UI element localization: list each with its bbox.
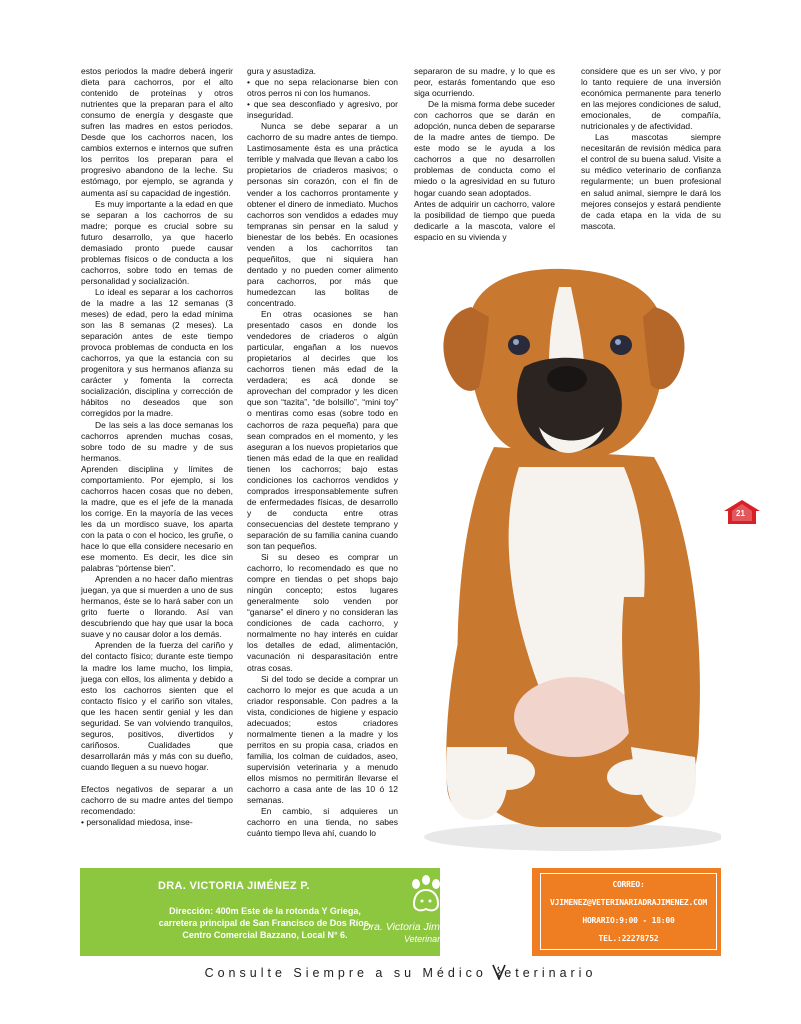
paragraph: separaron de su madre, y lo que es peor, estarás fomentando que eso siga ocurriendo. (414, 66, 555, 99)
paragraph: • que sea desconfiado y agresivo, por inseguridad. (247, 99, 398, 121)
footer-white-panel (440, 868, 532, 956)
tagline-text-after: eterinario (504, 966, 597, 980)
paragraph: En otras ocasiones se han presentado casos en donde los vendedores de criaderos o algún particular, engañan a los nuevos propietarios al decirles que los cachorros tienen más edad de la verdadera; es acá donde se aprovechan del comprador y les dicen que son “tazita”, “de bolsillo”, “mini toy” o mentiras como esas (sobre todo en cachorros de raza pequeña) para que sean comprados en el momento, y les aseguran a los nuevos propietarios que tienen más edad de la que en realidad tienen los cachorros; bajo estas condiciones los cachorros vendidos y comprados irresponsablemente sufren de enfermedades físicas, de desarrollo y de conducta entre otras consecuencias del destete temprano y separación de su familia canina cuando son tan pequeños. (247, 309, 398, 552)
phone-number[interactable]: TEL.:22278752 (598, 934, 659, 943)
paragraph: Si del todo se decide a comprar un cachorro lo mejor es que acuda a un criador responsable. Con padres a la vista, condiciones de higiene y espacio adecuados; estos criadores normalmente tienen a la madre y los perritos en su propia casa, criados en familia, los colman de cuidados, aseo, supervisión veterinaria y a menudo ellos mismos no permitirán llevarse el cachorro a casa ante de las 10 ó 12 semanas. (247, 673, 398, 806)
logo-subtitle: Veterinaria (404, 934, 448, 944)
contact-info-box (540, 873, 717, 950)
clinic-address: Dirección: 400m Este de la rotonda Y Griega, carretera principal de San Francisco de Dos Ríos, Centro Comercial Bazzano, Local N° 6. (158, 906, 372, 940)
puppy-photo (399, 267, 721, 857)
tagline (0, 964, 801, 980)
logo-name: Dra. Victoria Jiménez P. (363, 921, 475, 933)
paragraph: Nunca se debe separar a un cachorro de su madre antes de tiempo. Lastimosamente ésta es una práctica terrible y malvada que llevan a cabo los propietarios de criaderos masivos; o personas sin corazón, con el fin de vender a los cachorros prontamente y obtener el dinero de inmediato. Muchos cachorros son vendidos a edades muy tempranas sin pensar en la salud y bienestar de los bebés. En ocasiones venden a los cachorritos tan pequeñitos, que ni siquiera han dentado y no pueden comer alimento para cachorros, por más que humedezcan las bolitas de concentrado. (247, 121, 398, 308)
paw-logo-icon (406, 874, 446, 914)
clinic-footer-banner (80, 868, 721, 956)
paragraph: De las seis a las doce semanas los cachorros aprenden muchas cosas, sobre todo de su madre y de sus hermanos. (81, 419, 233, 463)
paragraph: estos periodos la madre deberá ingerir dieta para cachorros, por el alto contenido de proteínas y otros nutrientes que la preparan para el alto consumo de energía y desgaste que sufren las madres en estos periodos. Desde que los cachorros nacen, los cambios externos e internos que sufren los perritos los preparan para el progresivo abandono de la leche. Su estómago, por ejemplo, se agranda y aumenta así su capacidad de ingestión. (81, 66, 233, 198)
paragraph: • personalidad miedosa, inse- (81, 817, 193, 828)
paragraph: Antes de adquirir un cachorro, valore la posibilidad de tiempo que pueda dedicarle a la mascota, valore el espacio en su vivienda y (414, 198, 555, 242)
paragraph: • que no sepa relacionarse bien con otros perros ni con los humanos. (247, 77, 398, 99)
article-column-3 (414, 66, 555, 243)
tagline-text-before: Consulte Siempre a su Médico (204, 966, 487, 980)
article-column-2 (247, 66, 398, 839)
article-column-4 (581, 66, 721, 232)
clinic-doctor-name: DRA. VICTORIA JIMÉNEZ P. (158, 880, 310, 892)
email-address[interactable]: VJIMENEZ@VETERINARIADRAJIMENEZ.COM (550, 898, 707, 907)
page-number-badge (722, 499, 762, 525)
paragraph: Aprenden de la fuerza del cariño y del contacto físico; durante este tiempo la madre los lame mucho, los limpia, juega con ellos, los alimenta y debido a esto los cachorros sienten que el contacto físico y el cariño son vitales, que les hacen sentir genial y les dan seguridad. Se van volviendo tranquilos, seguros, positivos, divertidos y cariñosos. Cualidades que desarrollarán más y más con su dueño, cuando lleguen a su nuevo hogar. (81, 640, 233, 772)
page-number: 21 (736, 509, 745, 518)
paragraph: De la misma forma debe suceder con cachorros que se darán en adopción, nunca deben de separarse de la madre antes de tiempo. De este modo se le ayuda a los cachorros a que no desarrollen problemas de conducta como el miedo o la agresividad en su futuro hogar cuando sean adoptados. (414, 99, 555, 198)
paragraph: considere que es un ser vivo, y por lo tanto requiere de una inversión económica permanente para tenerlo en las mejores condiciones de salud, emocionales, de compañía, nutricionales y de afectividad. (581, 66, 721, 132)
email-label: CORREO: (612, 880, 645, 889)
paragraph: Lo ideal es separar a los cachorros de la madre a las 12 semanas (3 meses) de edad, pero la edad mínima son las 8 semanas (2 meses). La separación antes de este tiempo provoca problemas de conducta en los cachorros, ya que la estancia con su progenitora y sus hermanos afianza su carácter y fomenta la correcta socialización, disciplina y corrección de hábitos no deseados que son corregidos por la madre. (81, 286, 233, 419)
paragraph: gura y asustadiza. (247, 66, 316, 76)
paragraph: Efectos negativos de separar a un cachorro de su madre antes del tiempo recomendado: (81, 784, 233, 817)
paragraph: Si su deseo es comprar un cachorro, lo recomendado es que no compre en tiendas o pet shops bajo ningún concepto; estos lugares generalmente solo venden por “ganarse” el dinero y no consideran las condiciones de cada cachorro, y normalmente no hay interés en cuidar los detalles de edad, alimentación, vacunación ni desparasitación entre otras cosas. (247, 552, 398, 673)
paragraph: Las mascotas siempre necesitarán de revisión médica para el control de su buena salud. Visite a su médico veterinario de confianza regularmente; un buen profesional en salud animal, siempre le dará los mejores consejos y estará pendiente de cada etapa en la vida de su mascota. (581, 132, 721, 231)
caduceus-v-icon (492, 964, 506, 980)
paragraph: En cambio, si adquieres un cachorro en una tienda, no sabes cuánto tiempo lleva ahí, cuando lo (247, 806, 398, 839)
paragraph: Aprenden disciplina y límites de comportamiento. Por ejemplo, si los cachorros hacen cosas que no deben, la madre, que es el jefe de la manada los corrige. En la mayoría de las veces les da un mordisco suave, los aparta con la pata o con el hocico, les gruñe, o hace lo que ella considere necesario en ese momento. Es decir, les dice sin palabras “pórtense bien”. (81, 463, 233, 574)
business-hours: HORARIO:9:00 - 18:00 (582, 916, 675, 925)
paragraph: Aprenden a no hacer daño mientras juegan, ya que si muerden a uno de sus hermanos, éste se lo hará saber con un grito fuerte o llorando. Así van descubriendo que hay que usar la boca suave y no causar dolor a los demás. (81, 574, 233, 640)
paragraph: Es muy importante a la edad en que se separan a los cachorros de su madre; porque es crucial sobre su futuro desarrollo, ya que hacerlo demasiado pronto puede causar problemas físicos o de conducta a los cachorros, sobre todo en temas de personalidad y socialización. (81, 198, 233, 286)
article-column-1 (81, 66, 233, 828)
